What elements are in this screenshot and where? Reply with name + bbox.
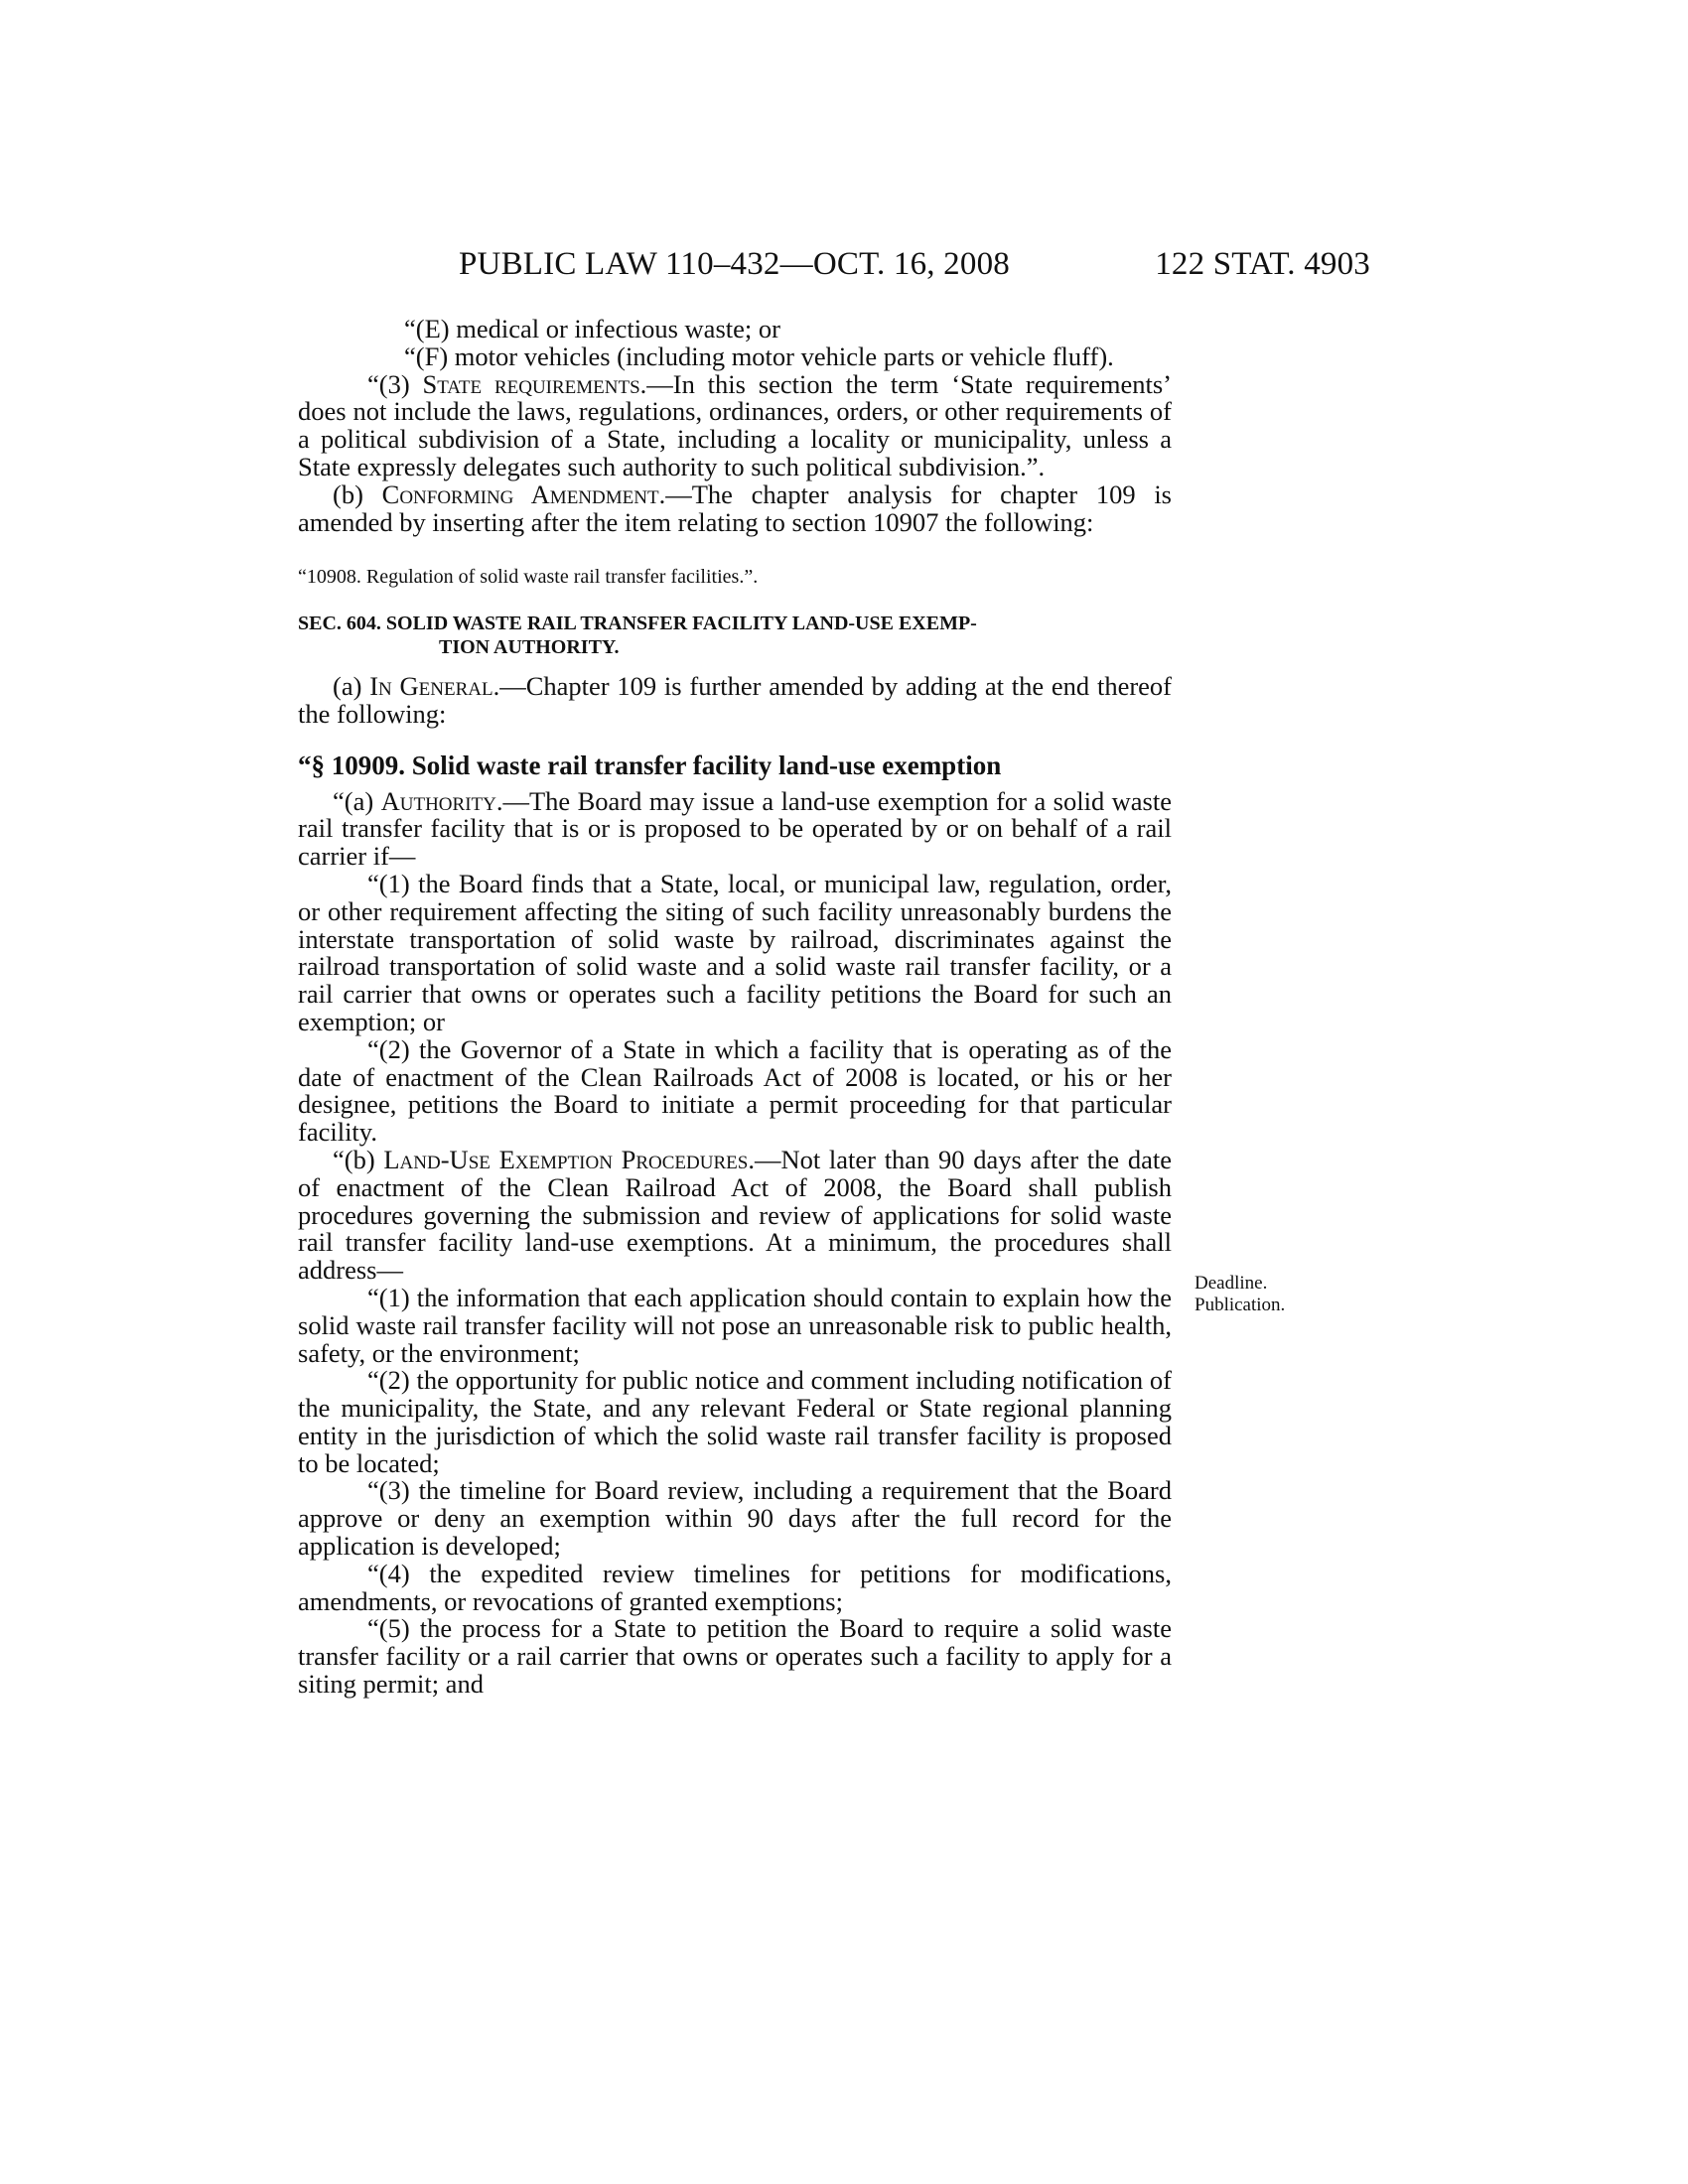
body-text: [298, 316, 1172, 1699]
paragraph-authority: “(a) Authority.—The Board may issue a land-use exemption for a solid waste rail transfer facility that is or is proposed to be operated by or on behalf of a rail carrier if—: [298, 785, 1172, 872]
paragraph-procedures-1: “(1) the information that each application should contain to explain how the solid waste rail transfer facility will not pose an unreasonable risk to public health, safety, or the environment;: [298, 1282, 1172, 1368]
public-law-citation: PUBLIC LAW 110–432—OCT. 16, 2008: [459, 246, 1010, 282]
statute-page-number: 122 STAT. 4903: [1155, 246, 1370, 282]
section-title: “§ 10909. Solid waste rail transfer facility land-use exemption: [298, 750, 1002, 780]
paragraph-state-requirements: “(3) State requirements.—In this section the term ‘State requirements’ does not include the laws, regulations, ordinances, orders, or other requirements of a political subdivision of a State, including a locality or municipality, unless a State expressly delegates such authority to such political subdivision.”.: [298, 368, 1172, 481]
paragraph-procedures-2: “(2) the opportunity for public notice and comment including notification of the municipality, the State, and any relevant Federal or State regional planning entity in the jurisdiction of which the solid waste rail transfer facility is proposed to be located;: [298, 1365, 1172, 1478]
paragraph-procedures-3: “(3) the timeline for Board review, including a requirement that the Board approve or deny an exemption within 90 days after the full record for the application is developed;: [298, 1475, 1172, 1562]
paragraph-e: “(E) medical or infectious waste; or: [404, 314, 780, 343]
paragraph-in-general: (a) In General.—Chapter 109 is further amended by adding at the end thereof the following:: [298, 671, 1173, 729]
table-of-contents-item: “10908. Regulation of solid waste rail transfer facilities.”.: [298, 566, 759, 589]
margin-notes: [1195, 1273, 1285, 1316]
paragraph-procedures-4: “(4) the expedited review timelines for petitions for modifications, amendments, or revocations of granted exemptions;: [298, 1558, 1172, 1616]
paragraph-procedures-5: “(5) the process for a State to petition the Board to require a solid waste transfer facility or a rail carrier that owns or operates such a facility to apply for a siting permit; and: [298, 1613, 1172, 1700]
section-heading: SEC. 604. SOLID WASTE RAIL TRANSFER FACILITY LAND-USE EXEMP- TION AUTHORITY.: [298, 613, 977, 659]
paragraph-f: “(F) motor vehicles (including motor vehicle parts or vehicle fluff).: [404, 341, 1114, 371]
running-header: [447, 246, 1370, 286]
paragraph-authority-1: “(1) the Board finds that a State, local, or municipal law, regulation, order, or other requirement affecting the siting of such facility unreasonably burdens the interstate transportation of solid waste by railroad, discriminates against the railroad transportation of solid waste and a solid waste rail transfer facility, or a rail carrier that owns or operates such a facility petitions the Board for such an exemption; or: [298, 868, 1172, 1036]
paragraph-authority-2: “(2) the Governor of a State in which a facility that is operating as of the date of enactment of the Clean Railroads Act of 2008 is located, or his or her designee, petitions the Board to initiate a permit proceeding for that particular facility.: [298, 1033, 1172, 1148]
margin-note-publication: Publication.: [1195, 1295, 1286, 1315]
paragraph-conforming-amendment: (b) Conforming Amendment.—The chapter analysis for chapter 109 is amended by inserting after the item relating to section 10907 the following:: [298, 478, 1172, 537]
paragraph-land-use-procedures: “(b) Land-Use Exemption Procedures.—Not later than 90 days after the date of enactment of the Clean Railroad Act of 2008, the Board shall publish procedures governing the submission and review of applications for solid waste rail transfer facility land-use exemptions. At a minimum, the procedures shall address—: [298, 1144, 1172, 1286]
margin-note-deadline: Deadline.: [1195, 1273, 1268, 1294]
